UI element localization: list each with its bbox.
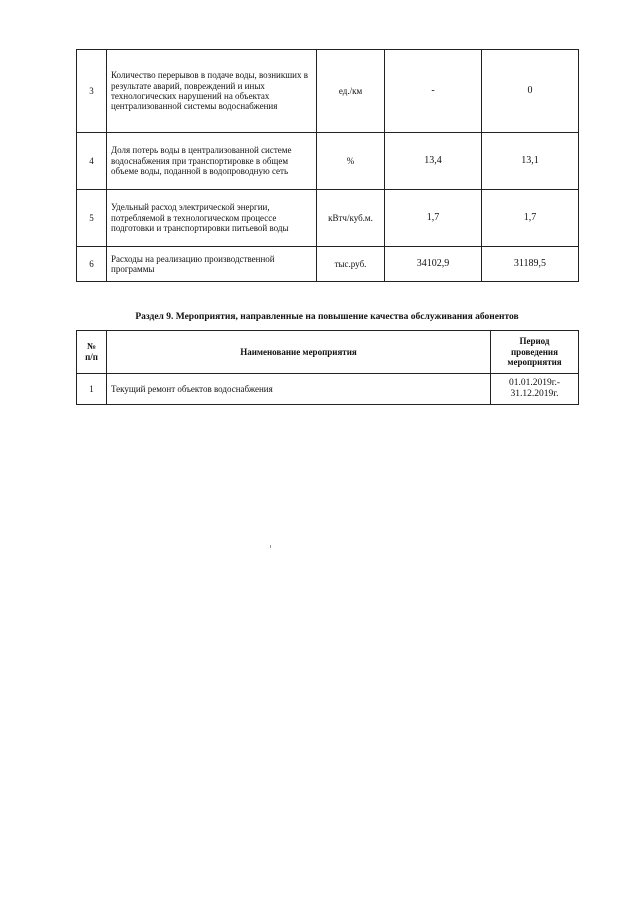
value-cell-2: 31189,5 (482, 247, 579, 282)
measure-period (491, 374, 579, 405)
measures-table (76, 330, 579, 405)
header-period-line: Период (519, 335, 550, 346)
row-number: 1 (77, 374, 107, 405)
unit-cell: тыс.руб. (317, 247, 385, 282)
row-number: 5 (77, 190, 107, 247)
period-end: 31.12.2019г. (510, 389, 559, 399)
indicator-name: Расходы на реализацию производственной программы (107, 247, 317, 282)
value-cell-1: 34102,9 (385, 247, 482, 282)
row-number: 6 (77, 247, 107, 282)
header-measure-name: Наименование мероприятия (107, 331, 491, 374)
indicator-name: Количество перерывов в подаче воды, возникших в результате аварий, повреждений и иных технологических нарушений на объектах централизованной системы водоснабжения (107, 50, 317, 133)
header-period-line: проведения (511, 346, 558, 357)
value-cell-1: 1,7 (385, 190, 482, 247)
value-cell-1: - (385, 50, 482, 133)
table-row (77, 247, 579, 282)
unit-cell: ед./км (317, 50, 385, 133)
unit-cell: кВтч/куб.м. (317, 190, 385, 247)
table-row (77, 50, 579, 133)
header-number-line: № (86, 341, 97, 352)
value-cell-2: 13,1 (482, 133, 579, 190)
table-row (77, 133, 579, 190)
value-cell-1: 13,4 (385, 133, 482, 190)
row-number: 3 (77, 50, 107, 133)
table-header-row (77, 331, 579, 374)
indicators-table (76, 49, 579, 282)
value-cell-2: 0 (482, 50, 579, 133)
period-start: 01.01.2019г.- (508, 377, 561, 388)
measure-name: Текущий ремонт объектов водоснабжения (107, 374, 491, 405)
header-period-line: мероприятия (507, 357, 562, 368)
table-row (77, 190, 579, 247)
value-cell-2: 1,7 (482, 190, 579, 247)
row-number: 4 (77, 133, 107, 190)
indicator-name: Удельный расход электрической энергии, потребляемой в технологическом процессе подготовки и транспортировки питьевой воды (107, 190, 317, 247)
section-heading: Раздел 9. Мероприятия, направленные на повышение качества обслуживания абонентов (135, 312, 519, 322)
header-number-line: п/п (85, 352, 98, 362)
table-row (77, 374, 579, 405)
unit-cell: % (317, 133, 385, 190)
header-period (491, 331, 579, 374)
indicator-name: Доля потерь воды в централизованной системе водоснабжения при транспортировке в общем объеме воды, поданной в водопроводную сеть (107, 133, 317, 190)
scan-speck (270, 545, 271, 548)
header-number (77, 331, 107, 374)
